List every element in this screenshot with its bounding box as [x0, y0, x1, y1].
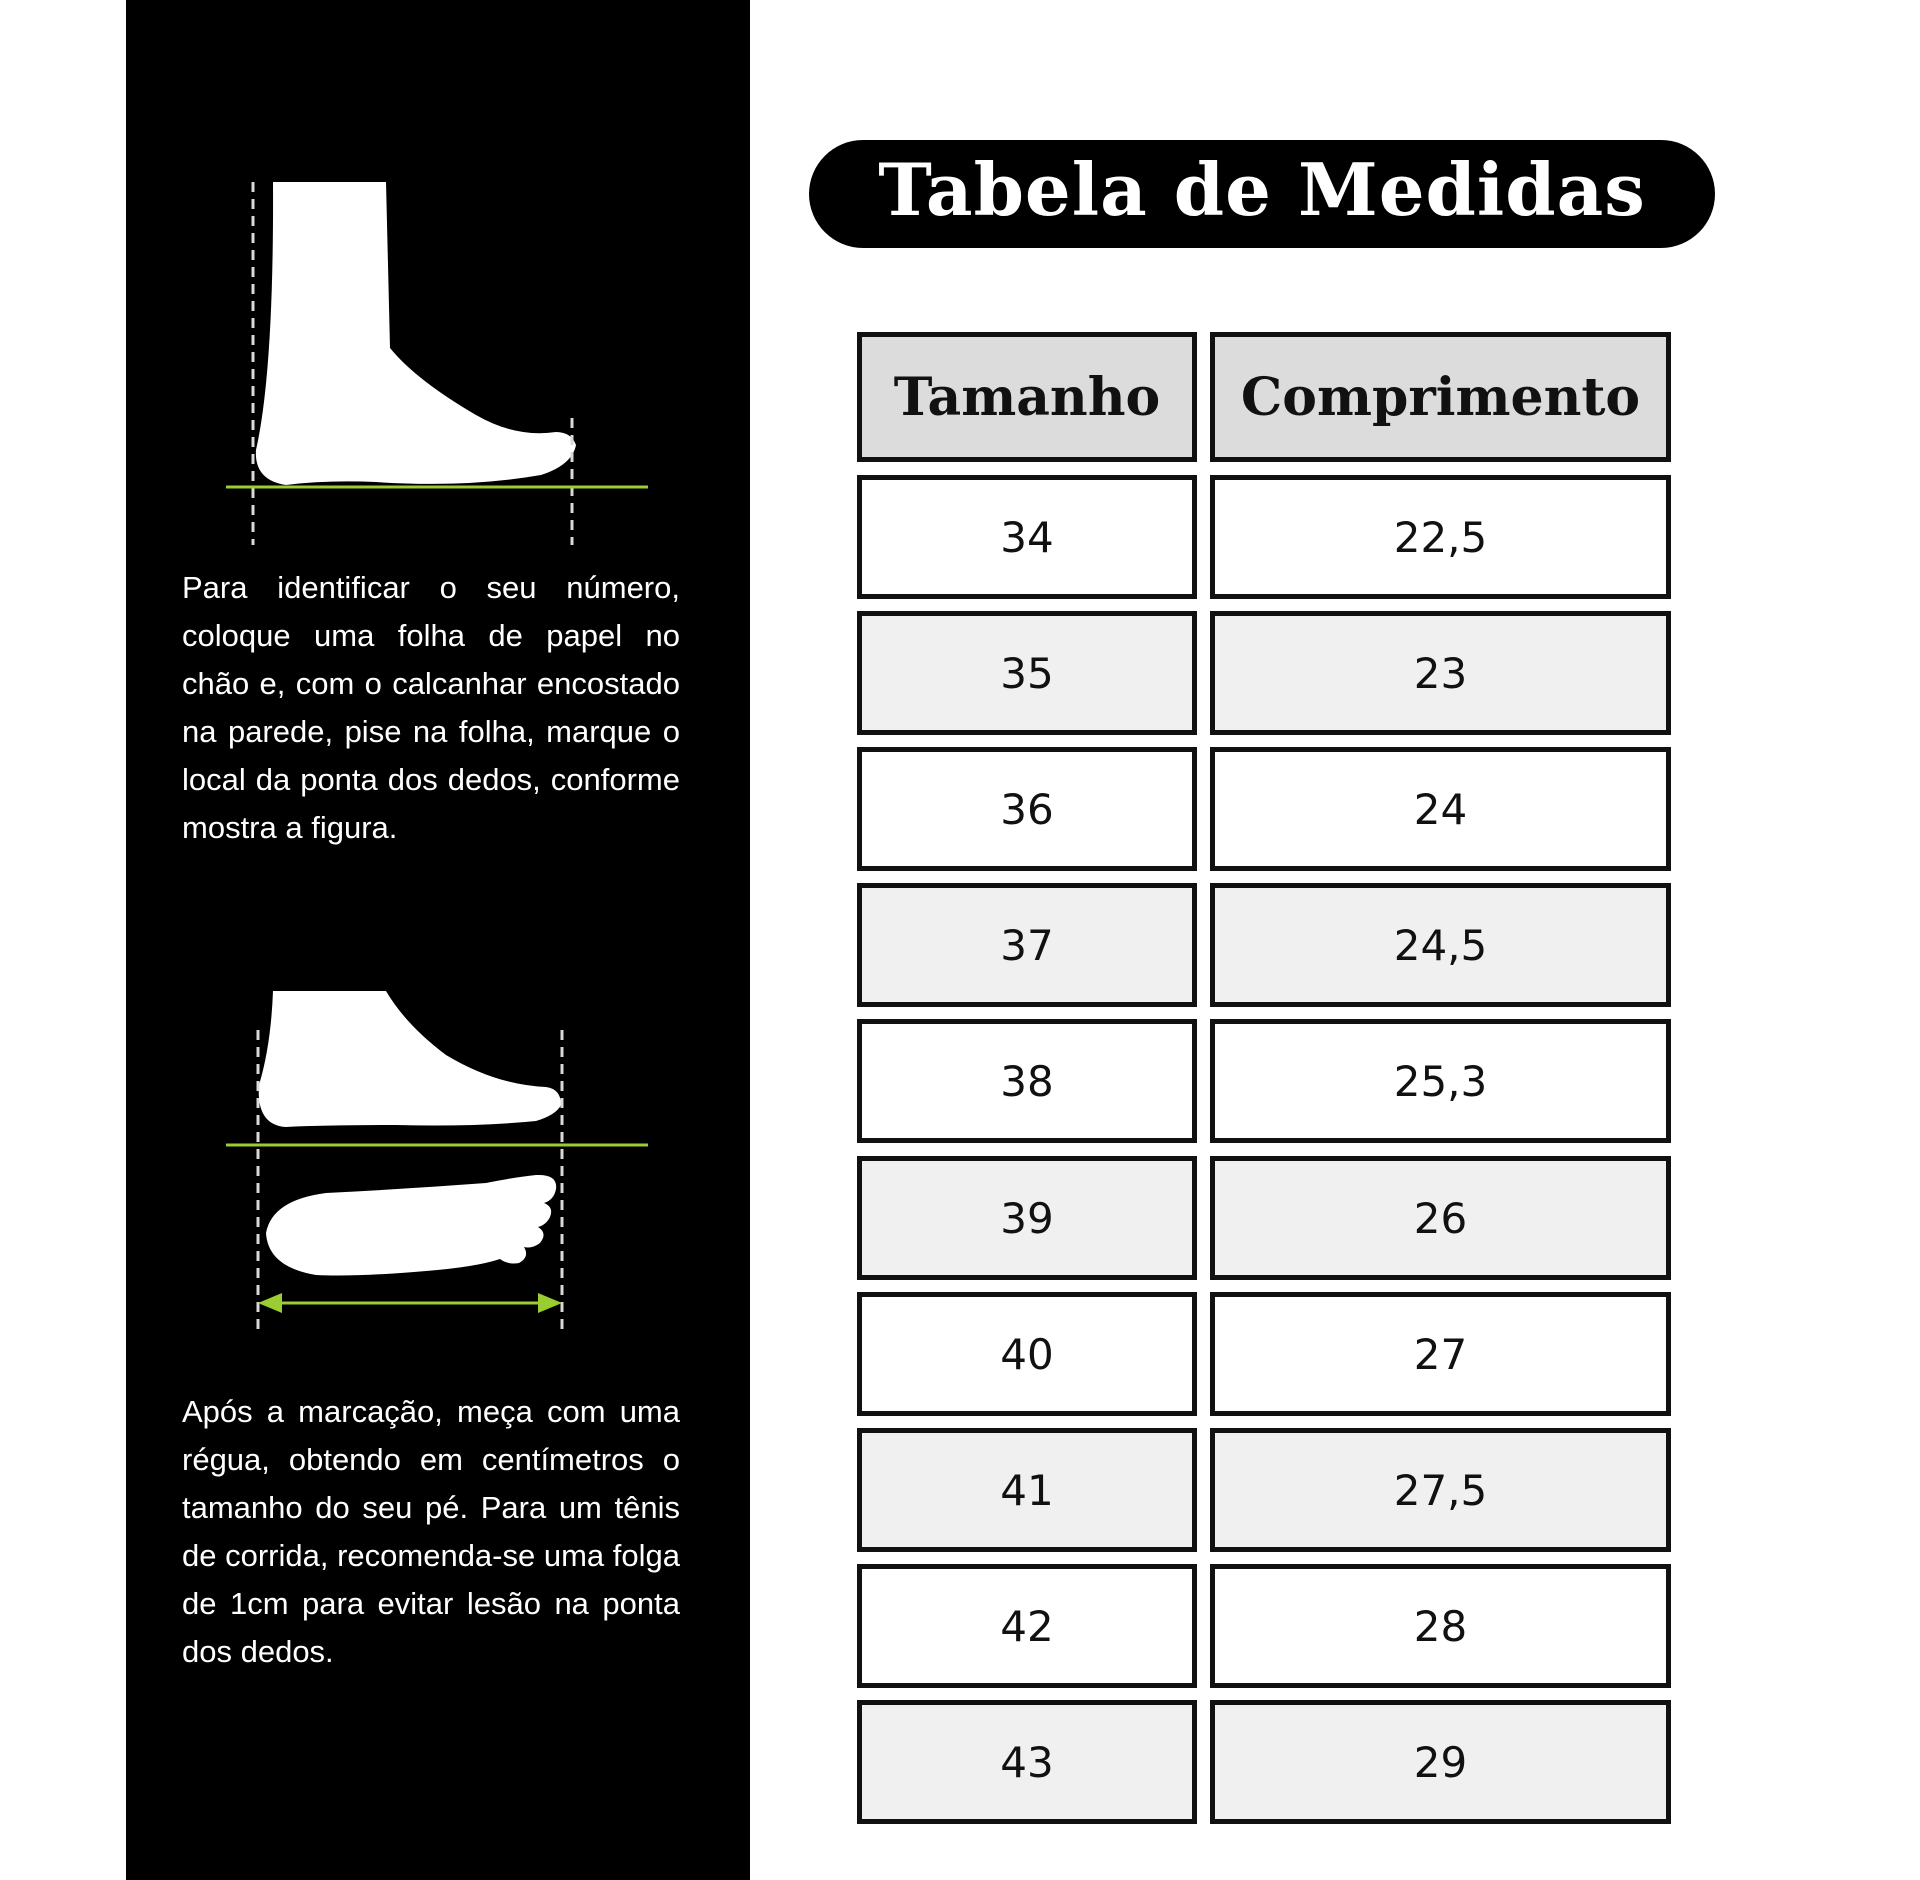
cell-tamanho: 35 [857, 611, 1197, 735]
cell-comprimento: 27,5 [1210, 1428, 1671, 1552]
title-banner [809, 140, 1715, 248]
cell-tamanho: 42 [857, 1564, 1197, 1688]
cell-tamanho: 39 [857, 1156, 1197, 1280]
header-comprimento: Comprimento [1210, 332, 1671, 462]
page-title: Tabela de Medidas [878, 146, 1646, 232]
header-tamanho: Tamanho [857, 332, 1197, 462]
cell-comprimento: 29 [1210, 1700, 1671, 1824]
cell-tamanho: 41 [857, 1428, 1197, 1552]
cell-tamanho: 34 [857, 475, 1197, 599]
instruction-paragraph-2: Após a marcação, meça com uma régua, obtendo em centímetros o tamanho do seu pé. Para um tênis de corrida, recomenda-se uma folga de 1cm para evitar lesão na ponta dos dedos. [182, 1394, 680, 1669]
cell-tamanho: 38 [857, 1019, 1197, 1143]
cell-tamanho: 40 [857, 1292, 1197, 1416]
cell-comprimento: 28 [1210, 1564, 1671, 1688]
cell-comprimento: 24,5 [1210, 883, 1671, 1007]
cell-comprimento: 27 [1210, 1292, 1671, 1416]
cell-comprimento: 26 [1210, 1156, 1671, 1280]
cell-tamanho: 43 [857, 1700, 1197, 1824]
cell-comprimento: 22,5 [1210, 475, 1671, 599]
cell-comprimento: 25,3 [1210, 1019, 1671, 1143]
foot-side-view-icon [176, 170, 696, 560]
cell-comprimento: 23 [1210, 611, 1671, 735]
cell-comprimento: 24 [1210, 747, 1671, 871]
foot-measurement-icon [176, 985, 696, 1345]
cell-tamanho: 37 [857, 883, 1197, 1007]
cell-tamanho: 36 [857, 747, 1197, 871]
instructions-panel [126, 0, 750, 1880]
instruction-paragraph-1: Para identificar o seu número, coloque uma folha de papel no chão e, com o calcanhar encostado na parede, pise na folha, marque o local da ponta dos dedos, conforme mostra a figura. [182, 570, 680, 845]
